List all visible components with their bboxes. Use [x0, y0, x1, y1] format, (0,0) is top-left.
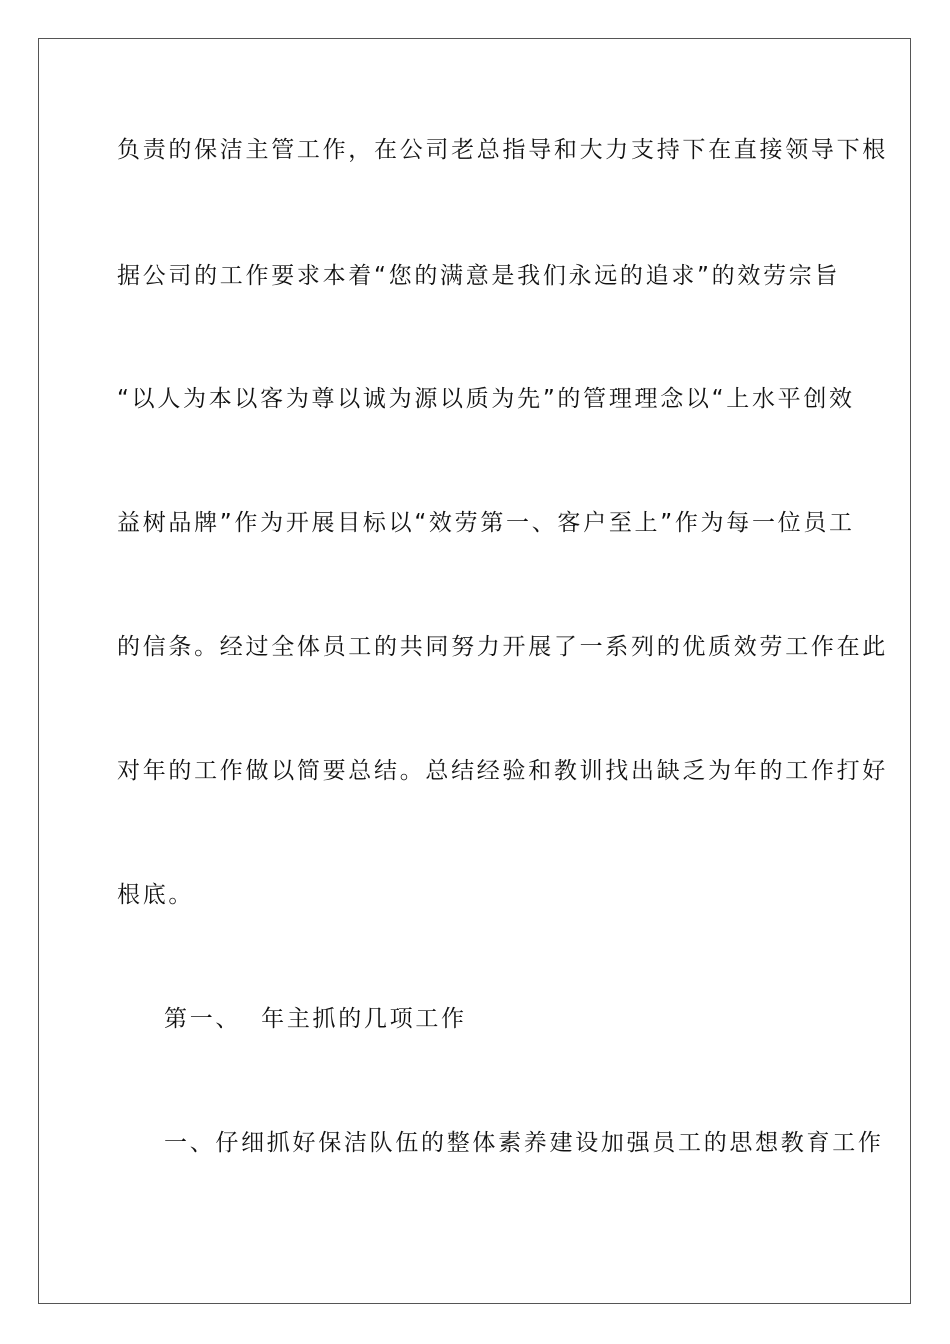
section-heading: 第一、 年主抓的几项工作 [164, 1006, 467, 1032]
page-border [38, 38, 911, 1304]
paragraph-line-4: 益树品牌”作为开展目标以“效劳第一、客户至上”作为每一位员工 [117, 510, 855, 536]
paragraph-line-7: 根底。 [117, 882, 195, 908]
paragraph-line-2: 据公司的工作要求本着“您的满意是我们永远的追求”的效劳宗旨 [117, 263, 841, 289]
subsection-line: 一、仔细抓好保洁队伍的整体素养建设加强员工的思想教育工作 [164, 1130, 884, 1156]
paragraph-line-3: “以人为本以客为尊以诚为源以质为先”的管理理念以“上水平创效 [117, 386, 855, 412]
paragraph-line-1: 负责的保洁主管工作，在公司老总指导和大力支持下在直接领导下根 [117, 137, 888, 163]
paragraph-line-6: 对年的工作做以简要总结。总结经验和教训找出缺乏为年的工作打好 [117, 758, 888, 784]
paragraph-line-5: 的信条。经过全体员工的共同努力开展了一系列的优质效劳工作在此 [117, 634, 888, 660]
